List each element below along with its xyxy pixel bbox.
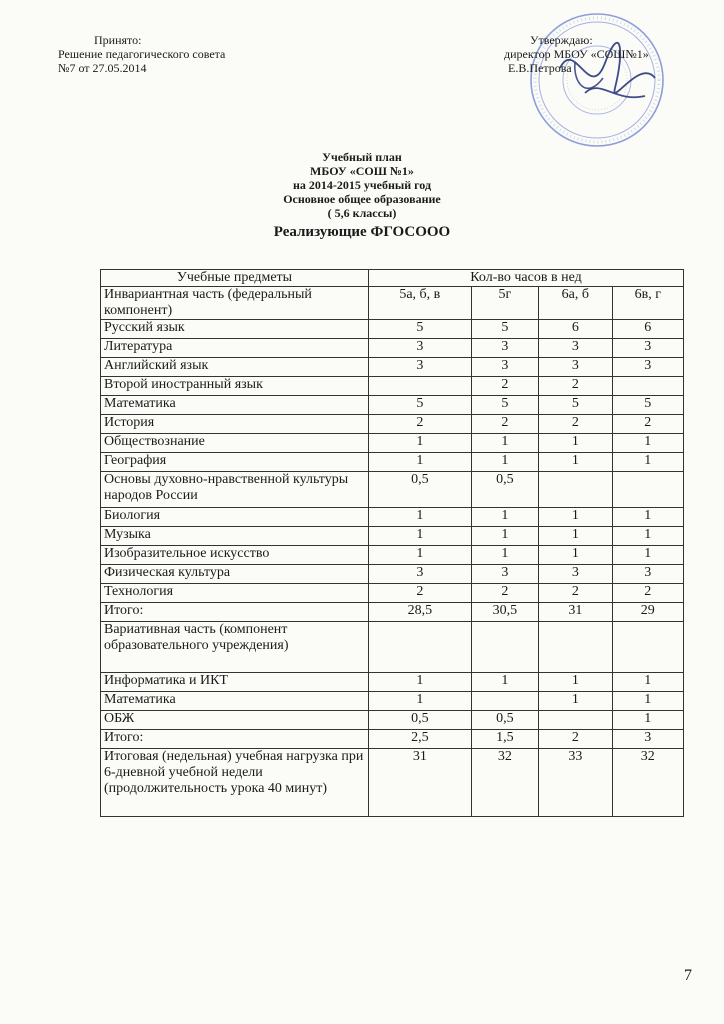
table-body bbox=[101, 287, 684, 817]
hours-cell: 1 bbox=[539, 508, 613, 527]
hours-cell: 0,5 bbox=[369, 472, 472, 508]
title-line-3: на 2014-2015 учебный год bbox=[292, 178, 432, 192]
subject-cell: Русский язык bbox=[101, 320, 369, 339]
title-line-4: Основное общее образование bbox=[283, 192, 441, 206]
hours-cell: 2 bbox=[369, 415, 472, 434]
hours-cell: 3 bbox=[369, 565, 472, 584]
hours-cell: 6 bbox=[612, 320, 683, 339]
subject-cell: Второй иностранный язык bbox=[101, 377, 369, 396]
approval-decision: Решение педагогического совета bbox=[58, 47, 226, 61]
hours-cell: 1 bbox=[539, 527, 613, 546]
hours-cell: 28,5 bbox=[369, 603, 472, 622]
hours-cell: 2 bbox=[539, 730, 613, 749]
official-seal-stamp bbox=[515, 8, 675, 158]
hours-cell: 1 bbox=[471, 527, 538, 546]
subject-cell: Итоговая (недельная) учебная нагрузка при 6-дневной учебной недели (продолжительность урока 40 минут) bbox=[101, 749, 369, 817]
table-row bbox=[101, 527, 684, 546]
hours-cell: 1 bbox=[369, 508, 472, 527]
approved-label: Утверждаю: bbox=[530, 33, 593, 47]
hours-cell: 29 bbox=[612, 603, 683, 622]
hours-cell: 3 bbox=[471, 358, 538, 377]
hours-cell: 1 bbox=[612, 527, 683, 546]
page-number: 7 bbox=[684, 967, 692, 984]
hours-cell: 1 bbox=[539, 453, 613, 472]
hours-cell: 3 bbox=[612, 730, 683, 749]
hours-cell: 30,5 bbox=[471, 603, 538, 622]
subject-cell: Вариативная часть (компонент образовательного учреждения) bbox=[101, 622, 369, 673]
hours-cell: 1 bbox=[539, 546, 613, 565]
hours-cell bbox=[539, 711, 613, 730]
table-row bbox=[101, 415, 684, 434]
hours-cell: 1 bbox=[612, 673, 683, 692]
table-row bbox=[101, 692, 684, 711]
hours-cell: 6а, б bbox=[539, 287, 613, 320]
table-row bbox=[101, 546, 684, 565]
hours-cell bbox=[539, 472, 613, 508]
hours-cell: 1 bbox=[369, 527, 472, 546]
hours-cell: 1 bbox=[471, 673, 538, 692]
document-title bbox=[0, 150, 724, 242]
header-hours: Кол-во часов в нед bbox=[369, 270, 684, 287]
hours-cell bbox=[471, 622, 538, 673]
hours-cell bbox=[471, 692, 538, 711]
table-row bbox=[101, 396, 684, 415]
hours-cell: 2 bbox=[539, 584, 613, 603]
hours-cell: 5 bbox=[471, 320, 538, 339]
hours-cell: 2 bbox=[471, 377, 538, 396]
hours-cell: 2 bbox=[471, 584, 538, 603]
header-subjects: Учебные предметы bbox=[101, 270, 369, 287]
hours-cell: 2 bbox=[539, 377, 613, 396]
hours-cell: 1 bbox=[471, 453, 538, 472]
hours-cell: 1 bbox=[612, 546, 683, 565]
hours-cell: 3 bbox=[612, 565, 683, 584]
table-row bbox=[101, 508, 684, 527]
hours-cell bbox=[612, 472, 683, 508]
table-row bbox=[101, 339, 684, 358]
hours-cell: 5 bbox=[369, 396, 472, 415]
hours-cell: 2 bbox=[539, 415, 613, 434]
hours-cell: 3 bbox=[612, 339, 683, 358]
table-row bbox=[101, 730, 684, 749]
approval-protocol: №7 от 27.05.2014 bbox=[58, 61, 147, 75]
hours-cell: 3 bbox=[369, 358, 472, 377]
hours-cell: 3 bbox=[539, 358, 613, 377]
hours-cell: 3 bbox=[612, 358, 683, 377]
hours-cell bbox=[612, 377, 683, 396]
subject-cell: Музыка bbox=[101, 527, 369, 546]
subject-cell: Обществознание bbox=[101, 434, 369, 453]
hours-cell bbox=[539, 622, 613, 673]
hours-cell: 5а, б, в bbox=[369, 287, 472, 320]
subject-cell: География bbox=[101, 453, 369, 472]
table-row bbox=[101, 287, 684, 320]
subject-cell: Биология bbox=[101, 508, 369, 527]
hours-cell bbox=[369, 377, 472, 396]
table-row bbox=[101, 584, 684, 603]
hours-cell: 2,5 bbox=[369, 730, 472, 749]
hours-cell: 3 bbox=[539, 339, 613, 358]
title-line-2: МБОУ «СОШ №1» bbox=[310, 164, 414, 178]
subject-cell: Английский язык bbox=[101, 358, 369, 377]
hours-cell: 5 bbox=[612, 396, 683, 415]
hours-cell: 3 bbox=[471, 339, 538, 358]
hours-cell: 2 bbox=[612, 584, 683, 603]
subject-cell: Литература bbox=[101, 339, 369, 358]
hours-cell: 2 bbox=[612, 415, 683, 434]
hours-cell: 3 bbox=[369, 339, 472, 358]
hours-cell: 1 bbox=[539, 692, 613, 711]
hours-cell: 1 bbox=[369, 692, 472, 711]
subject-cell: Математика bbox=[101, 692, 369, 711]
table-row bbox=[101, 358, 684, 377]
hours-cell: 1 bbox=[369, 673, 472, 692]
hours-cell: 32 bbox=[471, 749, 538, 817]
director-title: директор МБОУ «СОШ№1» bbox=[504, 47, 649, 61]
hours-cell: 3 bbox=[471, 565, 538, 584]
table-row bbox=[101, 472, 684, 508]
hours-cell: 2 bbox=[471, 415, 538, 434]
hours-cell bbox=[369, 622, 472, 673]
subject-cell: ОБЖ bbox=[101, 711, 369, 730]
subject-cell: Основы духовно-нравственной культуры народов России bbox=[101, 472, 369, 508]
hours-cell: 0,5 bbox=[369, 711, 472, 730]
hours-cell: 1 bbox=[471, 546, 538, 565]
title-line-6: Реализующие ФГОСООО bbox=[273, 224, 451, 240]
subject-cell: Физическая культура bbox=[101, 565, 369, 584]
hours-cell: 1 bbox=[612, 434, 683, 453]
subject-cell: Изобразительное искусство bbox=[101, 546, 369, 565]
director-name: Е.В.Петрова bbox=[508, 61, 572, 75]
approved-block bbox=[470, 33, 700, 75]
hours-cell: 1 bbox=[539, 673, 613, 692]
subject-cell: Итого: bbox=[101, 730, 369, 749]
hours-cell bbox=[612, 622, 683, 673]
table-row bbox=[101, 434, 684, 453]
hours-cell: 1 bbox=[471, 434, 538, 453]
hours-cell: 6 bbox=[539, 320, 613, 339]
hours-cell: 32 bbox=[612, 749, 683, 817]
subject-cell: Технология bbox=[101, 584, 369, 603]
table-row bbox=[101, 711, 684, 730]
hours-cell: 5 bbox=[539, 396, 613, 415]
approval-label: Принято: bbox=[94, 33, 142, 47]
hours-cell: 1 bbox=[369, 434, 472, 453]
hours-cell: 2 bbox=[369, 584, 472, 603]
subject-cell: Итого: bbox=[101, 603, 369, 622]
subject-cell: История bbox=[101, 415, 369, 434]
hours-cell: 6в, г bbox=[612, 287, 683, 320]
subject-cell: Информатика и ИКТ bbox=[101, 673, 369, 692]
table-row bbox=[101, 320, 684, 339]
hours-cell: 31 bbox=[539, 603, 613, 622]
hours-cell: 1 bbox=[612, 508, 683, 527]
table-row bbox=[101, 603, 684, 622]
hours-cell: 1 bbox=[369, 546, 472, 565]
hours-cell: 5 bbox=[471, 396, 538, 415]
table-row bbox=[101, 673, 684, 692]
title-line-5: ( 5,6 классы) bbox=[327, 206, 397, 220]
hours-cell: 1 bbox=[369, 453, 472, 472]
curriculum-table bbox=[100, 269, 684, 817]
table-row bbox=[101, 749, 684, 817]
title-line-1: Учебный план bbox=[322, 150, 402, 164]
table-row bbox=[101, 565, 684, 584]
hours-cell: 1,5 bbox=[471, 730, 538, 749]
table-header-row bbox=[101, 270, 684, 287]
hours-cell: 1 bbox=[612, 453, 683, 472]
table-row bbox=[101, 453, 684, 472]
subject-cell: Математика bbox=[101, 396, 369, 415]
hours-cell: 33 bbox=[539, 749, 613, 817]
hours-cell: 31 bbox=[369, 749, 472, 817]
hours-cell: 5 bbox=[369, 320, 472, 339]
hours-cell: 1 bbox=[539, 434, 613, 453]
table-row bbox=[101, 377, 684, 396]
hours-cell: 0,5 bbox=[471, 711, 538, 730]
hours-cell: 5г bbox=[471, 287, 538, 320]
hours-cell: 1 bbox=[612, 711, 683, 730]
hours-cell: 1 bbox=[612, 692, 683, 711]
approval-block bbox=[58, 33, 225, 75]
table-row bbox=[101, 622, 684, 673]
subject-cell: Инвариантная часть (федеральный компонент) bbox=[101, 287, 369, 320]
hours-cell: 3 bbox=[539, 565, 613, 584]
hours-cell: 1 bbox=[471, 508, 538, 527]
hours-cell: 0,5 bbox=[471, 472, 538, 508]
